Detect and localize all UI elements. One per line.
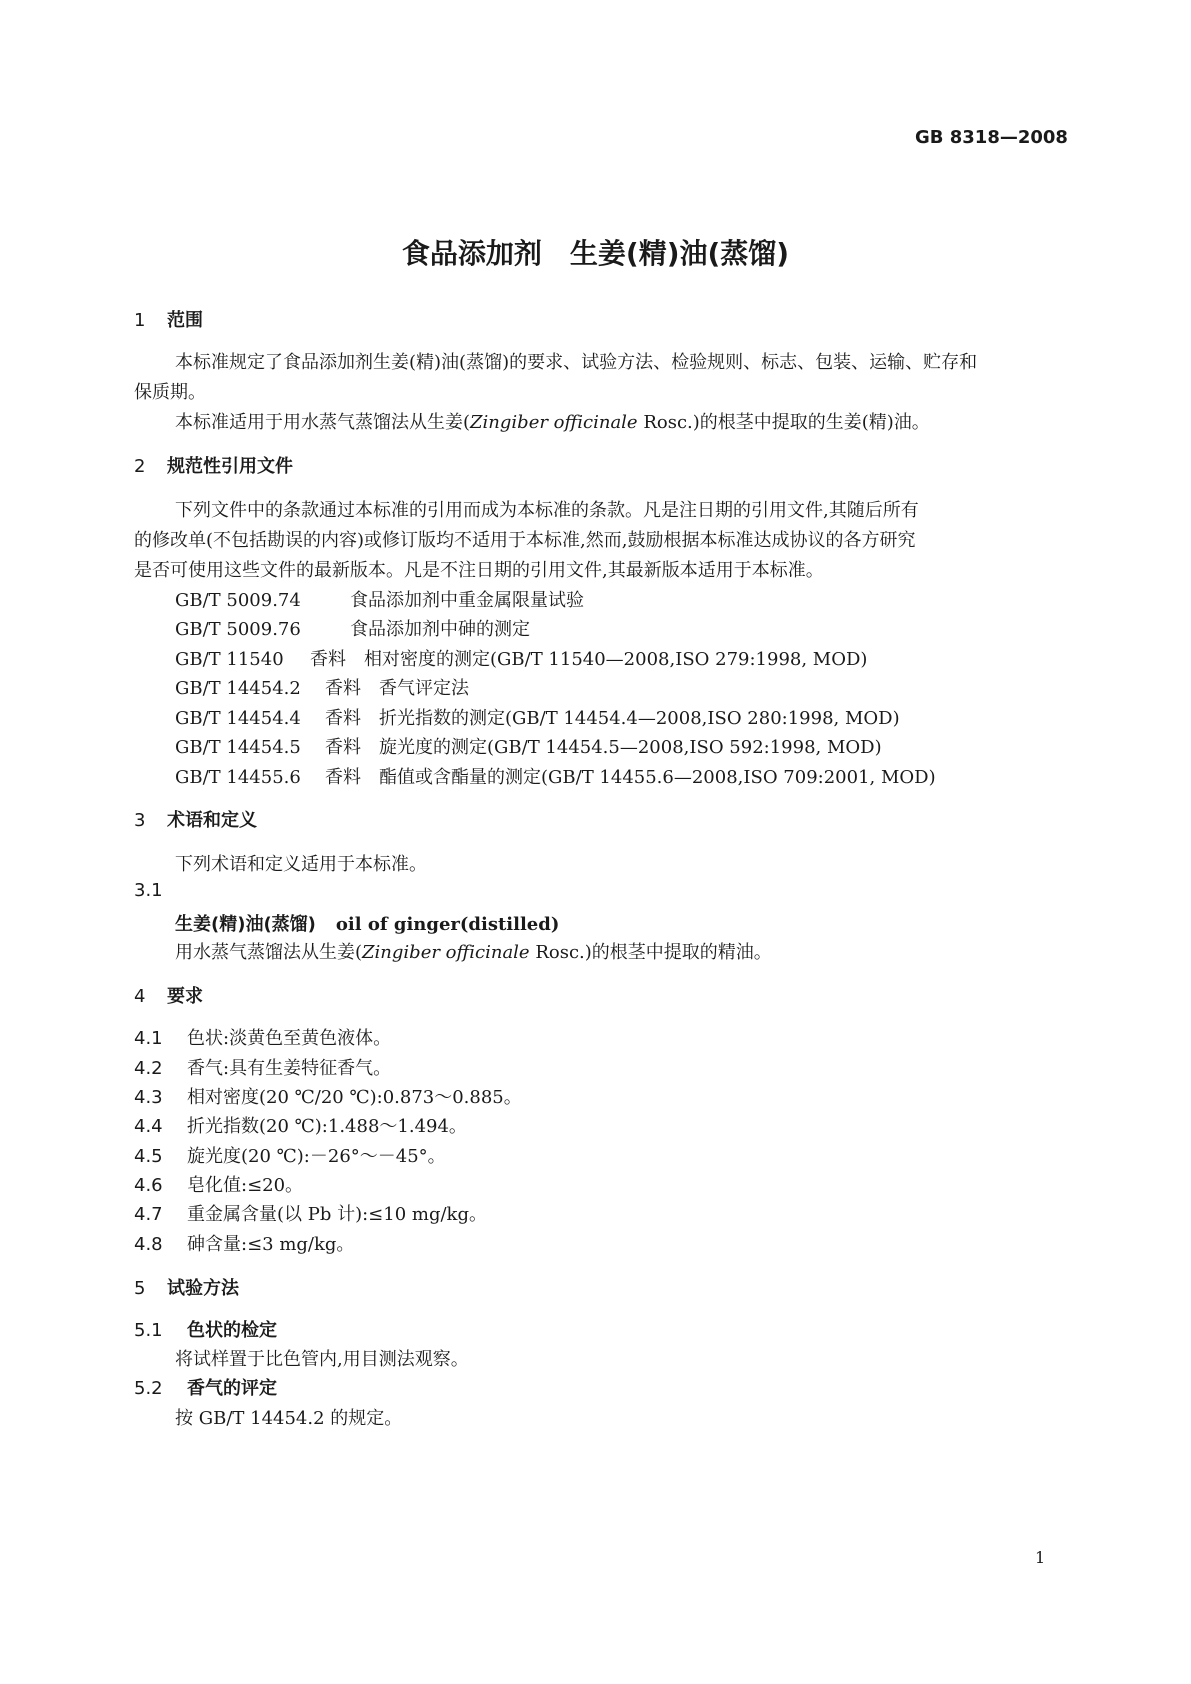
reference-item — [175, 763, 936, 789]
section-3-heading — [134, 806, 257, 832]
requirement-item — [134, 1024, 391, 1050]
section-1-heading — [134, 306, 203, 332]
reference-item — [175, 645, 867, 671]
clause-text: 砷含量:≤3 mg/kg。 — [187, 1234, 355, 1255]
section-number: 4 — [134, 986, 146, 1007]
document-title: 食品添加剂 生姜(精)油(蒸馏) — [401, 237, 790, 270]
clause-number: 4.4 — [134, 1116, 163, 1137]
clause-number: 5.2 — [134, 1378, 163, 1399]
requirement-item — [134, 1230, 354, 1256]
subclause-heading — [134, 1374, 277, 1400]
subclause-heading — [134, 1316, 277, 1342]
clause-number: 4.1 — [134, 1028, 163, 1049]
standard-code: GB 8318—2008 — [915, 127, 1068, 148]
section-4-heading — [134, 982, 203, 1008]
term-chinese: 生姜(精)油(蒸馏) — [175, 914, 316, 935]
section-title: 术语和定义 — [167, 810, 257, 831]
clause-text: 旋光度(20 ℃):－26°～－45°。 — [187, 1146, 446, 1167]
term-english: oil of ginger(distilled) — [335, 914, 560, 935]
clause-text: 相对密度(20 ℃/20 ℃):0.873～0.885。 — [187, 1087, 522, 1108]
reference-code: GB/T 14454.2 — [175, 678, 301, 699]
s2-paragraph-line-1: 下列文件中的条款通过本标准的引用而成为本标准的条款。凡是注日期的引用文件,其随后所有 — [175, 500, 919, 521]
reference-title: 香料 酯值或含酯量的测定(GB/T 14455.6—2008,ISO 709:2001, MOD) — [325, 767, 936, 788]
clause-number: 5.1 — [134, 1320, 163, 1341]
clause-title: 色状的检定 — [187, 1320, 277, 1341]
clause-number: 4.7 — [134, 1204, 163, 1225]
reference-item — [175, 586, 584, 612]
section-2-heading — [134, 452, 293, 478]
clause-number: 4.8 — [134, 1234, 163, 1255]
s2-paragraph-line-3: 是否可使用这些文件的最新版本。凡是不注日期的引用文件,其最新版本适用于本标准。 — [134, 560, 824, 581]
clause-text: 香气:具有生姜特征香气。 — [187, 1058, 392, 1079]
page-number: 1 — [1035, 1548, 1046, 1567]
reference-item — [175, 615, 530, 641]
reference-title: 香料 折光指数的测定(GB/T 14454.4—2008,ISO 280:1998, MOD) — [325, 708, 900, 729]
section-title: 范围 — [167, 310, 203, 331]
subclause-number: 3.1 — [134, 880, 163, 901]
reference-item — [175, 733, 882, 759]
clause-text: 折光指数(20 ℃):1.488～1.494。 — [187, 1116, 467, 1137]
clause-text: 按 GB/T 14454.2 的规定。 — [175, 1408, 403, 1429]
s1-paragraph-2 — [175, 408, 930, 434]
species-name: Zingiber officinale — [470, 412, 638, 433]
section-5-heading — [134, 1274, 239, 1300]
reference-code: GB/T 5009.74 — [175, 590, 301, 611]
reference-title: 食品添加剂中重金属限量试验 — [350, 590, 584, 611]
clause-number: 4.3 — [134, 1087, 163, 1108]
reference-code: GB/T 11540 — [175, 649, 284, 670]
reference-item — [175, 704, 900, 730]
clause-title: 香气的评定 — [187, 1378, 277, 1399]
section-number: 3 — [134, 810, 146, 831]
reference-code: GB/T 14454.5 — [175, 737, 301, 758]
clause-number: 4.6 — [134, 1175, 163, 1196]
species-name: Zingiber officinale — [362, 942, 530, 963]
text-run: 用水蒸气蒸馏法从生姜( — [175, 942, 363, 963]
reference-code: GB/T 5009.76 — [175, 619, 301, 640]
reference-item — [175, 674, 469, 700]
clause-text: 皂化值:≤20。 — [187, 1175, 304, 1196]
reference-title: 香料 香气评定法 — [325, 678, 469, 699]
section-title: 要求 — [167, 986, 203, 1007]
section-title: 试验方法 — [167, 1278, 239, 1299]
text-run: Rosc.)的根茎中提取的精油。 — [529, 942, 772, 963]
reference-code: GB/T 14455.6 — [175, 767, 301, 788]
requirement-item — [134, 1054, 391, 1080]
clause-text: 色状:淡黄色至黄色液体。 — [187, 1028, 392, 1049]
requirement-item — [134, 1142, 446, 1168]
reference-title: 香料 旋光度的测定(GB/T 14454.5—2008,ISO 592:1998, MOD) — [325, 737, 882, 758]
section-number: 5 — [134, 1278, 146, 1299]
section-number: 2 — [134, 456, 146, 477]
requirement-item — [134, 1083, 522, 1109]
s2-paragraph-line-2: 的修改单(不包括勘误的内容)或修订版均不适用于本标准,然而,鼓励根据本标准达成协议的各方研究 — [134, 530, 916, 551]
section-number: 1 — [134, 310, 146, 331]
clause-number: 4.5 — [134, 1146, 163, 1167]
clause-text: 将试样置于比色管内,用目测法观察。 — [175, 1349, 469, 1370]
reference-title: 香料 相对密度的测定(GB/T 11540—2008,ISO 279:1998, MOD) — [310, 649, 868, 670]
s1-paragraph-1-line-2: 保质期。 — [134, 382, 206, 403]
reference-code: GB/T 14454.4 — [175, 708, 301, 729]
s1-paragraph-1-line-1: 本标准规定了食品添加剂生姜(精)油(蒸馏)的要求、试验方法、检验规则、标志、包装、运输、贮存和 — [175, 352, 978, 373]
requirement-item — [134, 1171, 303, 1197]
text-run: Rosc.)的根茎中提取的生姜(精)油。 — [637, 412, 930, 433]
clause-text: 重金属含量(以 Pb 计):≤10 mg/kg。 — [187, 1204, 487, 1225]
text-run: 本标准适用于用水蒸气蒸馏法从生姜( — [175, 412, 471, 433]
term-definition — [175, 938, 772, 964]
term-entry — [175, 910, 559, 936]
s3-paragraph: 下列术语和定义适用于本标准。 — [175, 854, 427, 875]
requirement-item — [134, 1200, 487, 1226]
requirement-item — [134, 1112, 467, 1138]
section-title: 规范性引用文件 — [167, 456, 293, 477]
clause-number: 4.2 — [134, 1058, 163, 1079]
reference-title: 食品添加剂中砷的测定 — [350, 619, 530, 640]
